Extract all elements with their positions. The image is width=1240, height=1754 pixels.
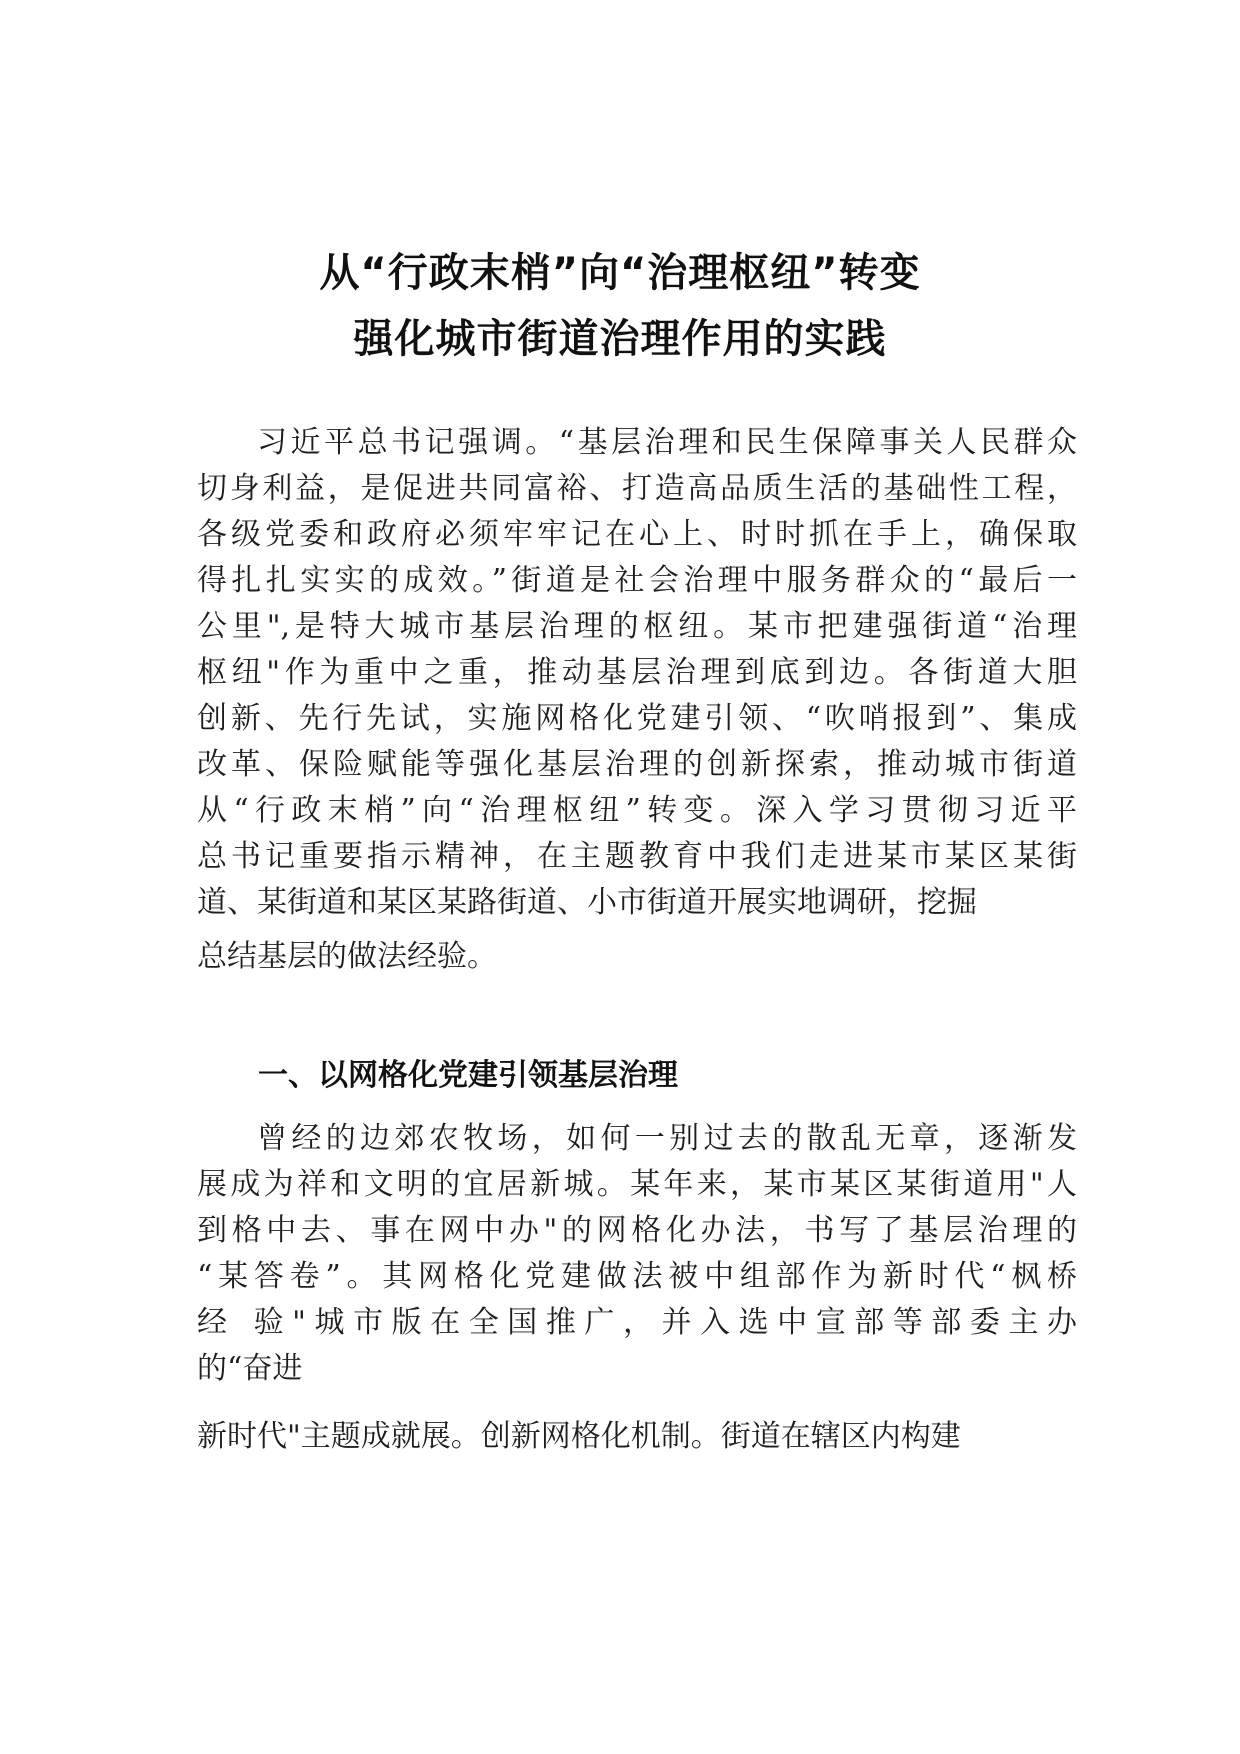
title-line-2: 强化城市街道治理作用的实践 <box>353 316 887 362</box>
paragraph-line: 切身利益，是促进共同富裕、打造高品质生活的基础性工程， <box>197 471 1077 506</box>
paragraph-line: 改革、保险赋能等强化基层治理的创新探索，推动城市街道 <box>197 747 1077 782</box>
paragraph-line: 展成为祥和文明的宜居新城。某年来，某市某区某街道用"人 <box>197 1167 1077 1202</box>
paragraph-line: 曾经的边郊农牧场，如何一别过去的散乱无章，逐渐发 <box>257 1121 1077 1156</box>
section-heading-1: 一、以网格化党建引领基层治理 <box>258 1058 678 1093</box>
paragraph-line: 新时代"主题成就展。创新网格化机制。街道在辖区内构建 <box>197 1419 961 1454</box>
title-line-1: 从“行政末梢”向“治理枢纽”转变 <box>319 250 921 296</box>
paragraph-line: 从“行政末梢”向“治理枢纽”转变。深入学习贯彻习近平 <box>197 793 1077 828</box>
paragraph-line: 到格中去、事在网中办"的网格化办法，书写了基层治理的 <box>197 1213 1077 1248</box>
paragraph-line: 各级党委和政府必须牢牢记在心上、时时抓在手上，确保取 <box>197 517 1077 552</box>
paragraph-line: 总结基层的做法经验。 <box>197 939 497 974</box>
paragraph-line: 道、某街道和某区某路街道、小市街道开展实地调研，挖掘 <box>197 885 977 920</box>
paragraph-line: 经 验"城市版在全国推广，并入选中宣部等部委主办 <box>197 1305 1077 1340</box>
paragraph-line: “某答卷”。其网格化党建做法被中组部作为新时代“枫桥 <box>197 1259 1077 1294</box>
paragraph-line: 总书记重要指示精神，在主题教育中我们走进某市某区某街 <box>197 839 1077 874</box>
paragraph-line: 得扎扎实实的成效。”街道是社会治理中服务群众的“最后一 <box>197 563 1077 598</box>
paragraph-line: 习近平总书记强调。“基层治理和民生保障事关人民群众 <box>257 425 1077 460</box>
paragraph-line: 公里",是特大城市基层治理的枢纽。某市把建强街道“治理 <box>197 609 1077 644</box>
document-title <box>0 240 1240 372</box>
paragraph-line: 枢纽"作为重中之重，推动基层治理到底到边。各街道大胆 <box>197 655 1077 690</box>
paragraph-line: 的“奋进 <box>197 1351 303 1386</box>
paragraph-line: 创新、先行先试，实施网格化党建引领、“吹哨报到”、集成 <box>197 701 1077 736</box>
